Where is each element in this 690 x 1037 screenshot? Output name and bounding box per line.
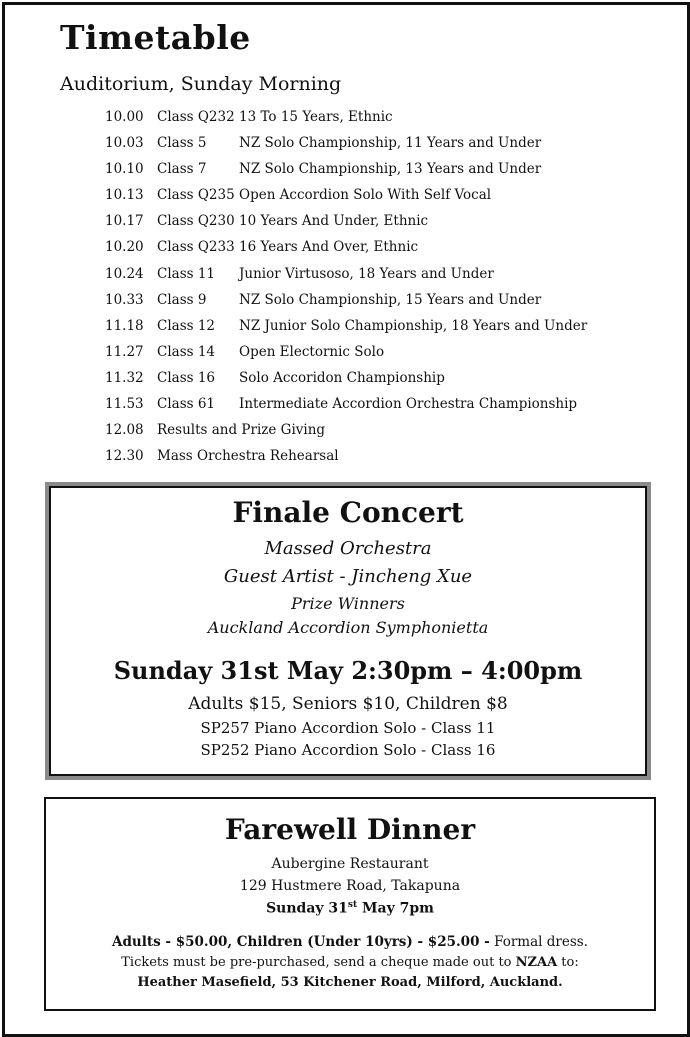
page-subtitle: Auditorium, Sunday Morning <box>60 73 342 95</box>
dinner-title: Farewell Dinner <box>224 813 476 846</box>
row-desc: Open Accordion Solo With Self Vocal <box>239 187 492 204</box>
dinner-price-amounts: Adults - $50.00, Children (Under 10yrs) - $25.00 - <box>112 934 490 950</box>
row-time: 12.08 <box>105 422 144 439</box>
dinner-prices <box>46 934 654 950</box>
row-class: Class 14 <box>157 343 216 360</box>
row-class: Class 11 <box>157 265 216 282</box>
row-time: 10.17 <box>105 213 144 230</box>
row-class: Class 16 <box>157 369 216 386</box>
row-time: 10.10 <box>105 161 144 178</box>
row-desc: Solo Accoridon Championship <box>239 369 445 386</box>
finale-line-prize: Prize Winners <box>291 594 405 613</box>
dinner-tickets-to: to: <box>557 955 579 970</box>
finale-concert-inner <box>49 486 647 776</box>
row-time: 11.32 <box>105 369 144 386</box>
row-class: Class 5 <box>157 135 207 152</box>
row-desc: NZ Junior Solo Championship, 18 Years and Under <box>239 317 588 334</box>
row-desc: 16 Years And Over, Ethnic <box>239 239 419 256</box>
finale-line-guest: Guest Artist - Jincheng Xue <box>223 566 473 587</box>
row-desc: 13 To 15 Years, Ethnic <box>239 109 393 125</box>
dinner-venue: Aubergine Restaurant <box>271 856 429 872</box>
row-desc: Junior Virtusoso, 18 Years and Under <box>239 265 494 282</box>
row-time: 10.13 <box>105 187 144 204</box>
row-time: 10.24 <box>105 265 144 282</box>
dinner-dress-code: Formal dress. <box>489 934 588 950</box>
row-time: 10.00 <box>105 109 144 125</box>
row-class: Class Q232 <box>157 109 235 125</box>
finale-line-orchestra: Massed Orchestra <box>264 538 432 559</box>
row-time: 10.03 <box>105 135 144 152</box>
row-desc: NZ Solo Championship, 13 Years and Under <box>239 161 542 178</box>
dinner-date-suffix: st <box>347 900 358 910</box>
dinner-address: 129 Hustmere Road, Takapuna <box>239 878 461 894</box>
dinner-date-main: Sunday 31 <box>266 900 348 917</box>
farewell-dinner-box <box>44 797 656 1011</box>
finale-solo-2: SP252 Piano Accordion Solo - Class 16 <box>200 741 496 759</box>
dinner-payee-address: Heather Masefield, 53 Kitchener Road, Milford, Auckland. <box>137 975 563 990</box>
row-time: 11.53 <box>105 396 144 413</box>
row-time: 11.27 <box>105 343 144 360</box>
row-desc: NZ Solo Championship, 15 Years and Under <box>239 291 542 308</box>
dinner-date <box>46 900 654 917</box>
row-time: 12.30 <box>105 448 144 465</box>
row-class: Mass Orchestra Rehearsal <box>157 448 339 465</box>
row-desc: Intermediate Accordion Orchestra Championship <box>239 396 578 413</box>
row-class: Class 61 <box>157 396 216 413</box>
finale-date: Sunday 31st May 2:30pm – 4:00pm <box>113 656 583 685</box>
finale-title: Finale Concert <box>232 496 464 529</box>
row-desc: Open Electornic Solo <box>239 343 385 360</box>
dinner-tickets-text: Tickets must be pre-purchased, send a cheque made out to <box>121 955 516 970</box>
row-class: Class Q233 <box>157 239 235 256</box>
row-class: Class Q235 <box>157 187 235 204</box>
dinner-date-rest: May 7pm <box>357 900 434 917</box>
dinner-tickets-payee-org: NZAA <box>515 955 558 970</box>
finale-prices: Adults $15, Seniors $10, Children $8 <box>188 694 508 714</box>
row-class: Results and Prize Giving <box>157 422 326 439</box>
row-time: 11.18 <box>105 317 144 334</box>
row-desc: 10 Years And Under, Ethnic <box>239 213 429 230</box>
page-title: Timetable <box>60 18 251 57</box>
row-time: 10.20 <box>105 239 144 256</box>
row-class: Class 12 <box>157 317 216 334</box>
dinner-tickets <box>46 955 654 970</box>
finale-line-symphonietta: Auckland Accordion Symphonietta <box>207 618 489 637</box>
row-desc: NZ Solo Championship, 11 Years and Under <box>239 135 542 152</box>
row-time: 10.33 <box>105 291 144 308</box>
row-class: Class 9 <box>157 291 207 308</box>
row-class: Class 7 <box>157 161 207 178</box>
finale-concert-box <box>45 482 651 780</box>
finale-solo-1: SP257 Piano Accordion Solo - Class 11 <box>200 719 496 737</box>
row-class: Class Q230 <box>157 213 235 230</box>
